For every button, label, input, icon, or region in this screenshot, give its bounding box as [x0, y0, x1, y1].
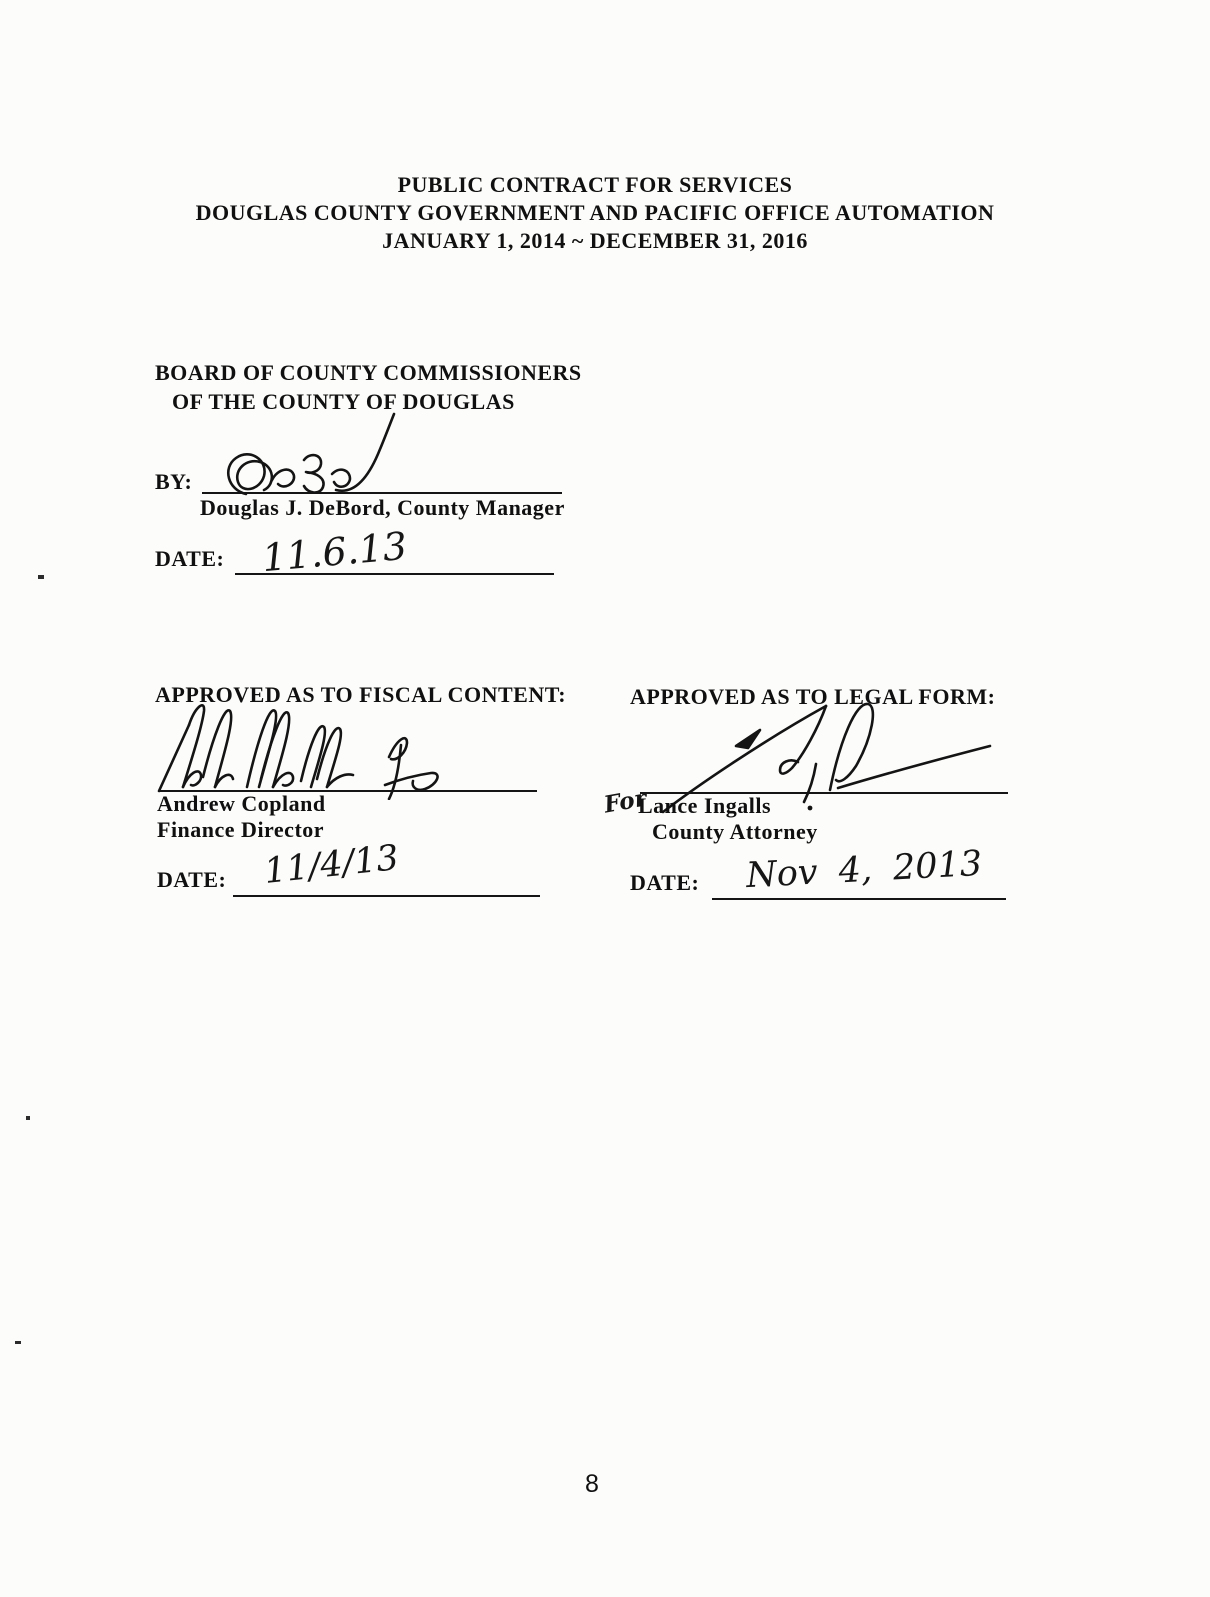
- fiscal-signatory-block: [157, 791, 326, 843]
- fiscal-heading: APPROVED AS TO FISCAL CONTENT:: [155, 682, 567, 707]
- board-heading-line1: BOARD OF COUNTY COMMISSIONERS: [155, 360, 582, 385]
- date-value-board-handwritten: 11.6.13: [260, 523, 409, 581]
- board-heading: [155, 359, 582, 416]
- signatory-name-fiscal: Andrew Copland: [157, 791, 326, 816]
- signatory-title-fiscal: Finance Director: [157, 817, 325, 842]
- scan-artifact-dot: [15, 1341, 21, 1344]
- date-label-fiscal: DATE:: [157, 867, 227, 892]
- document-title: [0, 171, 1190, 255]
- board-heading-line2: OF THE COUNTY OF DOUGLAS: [172, 388, 515, 414]
- legal-signatory-block: [638, 793, 818, 845]
- scan-artifact-dot: [26, 1116, 30, 1120]
- by-label: BY:: [155, 469, 193, 494]
- date-label-legal: DATE:: [630, 870, 700, 895]
- legal-heading: APPROVED AS TO LEGAL FORM:: [630, 684, 996, 709]
- scan-artifact-dot: [38, 575, 44, 579]
- legal-for-note-handwritten: For: [601, 784, 649, 819]
- document-title-line3: JANUARY 1, 2014 ~ DECEMBER 31, 2016: [382, 228, 808, 253]
- document-title-line2: DOUGLAS COUNTY GOVERNMENT AND PACIFIC OFFICE AUTOMATION: [195, 200, 995, 225]
- signatory-title-legal: County Attorney: [652, 819, 818, 844]
- page-number: 8: [585, 1470, 599, 1498]
- date-line-legal: [712, 898, 1006, 900]
- document-title-line1: PUBLIC CONTRACT FOR SERVICES: [397, 172, 793, 197]
- date-label-board: DATE:: [155, 546, 225, 571]
- date-line-fiscal: [233, 895, 540, 897]
- date-value-fiscal-handwritten: 11/4/13: [262, 838, 401, 892]
- signatory-name-county-manager: Douglas J. DeBord, County Manager: [200, 495, 565, 520]
- date-value-legal-handwritten: Nov 4, 2013: [745, 843, 984, 897]
- signature-fiscal-icon: [155, 695, 490, 800]
- signatory-name-legal: Lance Ingalls: [638, 793, 772, 818]
